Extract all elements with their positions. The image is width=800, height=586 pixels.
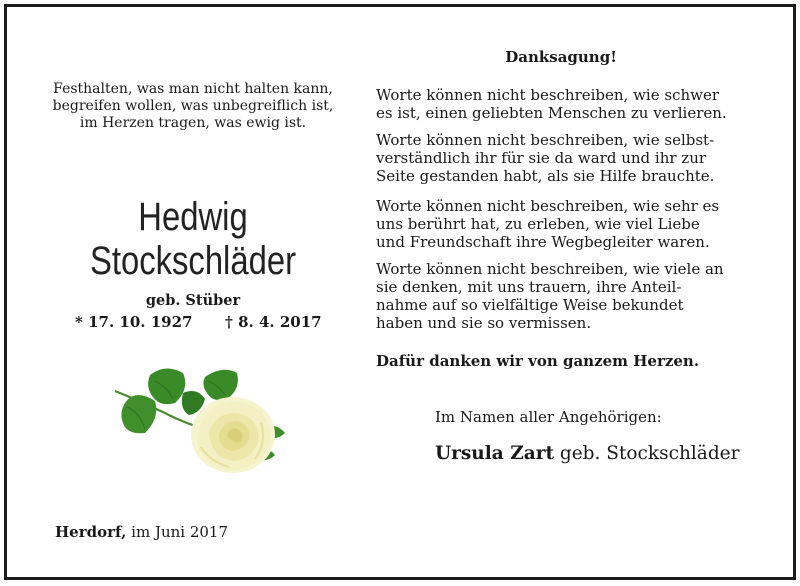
thanks-paragraph [376,131,746,185]
motto-line: begreifen wollen, was unbegreiflich ist, [52,98,334,114]
date: im Juni 2017 [131,523,229,541]
signer-name: Ursula Zart [435,443,554,464]
paragraph-line: Seite gestanden habt, als sie Hilfe brauchte. [376,167,715,185]
white-rose-icon [105,363,295,475]
birth-date: * 17. 10. 1927 [75,313,193,331]
first-name: Hedwig [138,195,248,239]
paragraph-line: haben und sie so vermissen. [376,314,592,332]
thanks-paragraph [376,260,746,332]
paragraph-line: es ist, einen geliebten Menschen zu verlieren. [376,104,727,122]
paragraph-line: nahme auf so vielfältige Weise bekundet [376,296,684,314]
deceased-name [47,195,339,283]
paragraph-line: und Freundschaft ihre Wegbegleiter waren. [376,233,710,251]
memorial-motto [15,81,371,132]
signer [435,443,739,464]
paragraph-line: uns berührt hat, zu erleben, wie viel Liebe [376,215,700,233]
paragraph-line: sie denken, mit uns trauern, ihre Anteil- [376,278,682,296]
motto-line: Festhalten, was man nicht halten kann, [53,81,333,97]
thanks-title: Danksagung! [505,48,617,66]
paragraph-line: Worte können nicht beschreiben, wie schwer [376,86,720,104]
death-date: † 8. 4. 2017 [225,313,322,331]
paragraph-line: Worte können nicht beschreiben, wie selbst- [376,131,715,149]
left-column [15,7,371,577]
motto-line: im Herzen tragen, was ewig ist. [79,115,307,131]
birth-name: geb. Stüber [145,292,241,309]
final-thanks: Dafür danken wir von ganzem Herzen. [376,352,700,370]
thanks-paragraph [376,197,746,251]
obituary-frame [4,4,796,580]
place-and-date [55,523,228,541]
last-name: Stockschläder [89,239,296,283]
paragraph-line: Worte können nicht beschreiben, wie viele an [376,260,724,278]
paragraph-line: verständlich ihr für sie da ward und ihr zur [376,149,707,167]
paragraph-line: Worte können nicht beschreiben, wie sehr es [376,197,720,215]
place: Herdorf, [55,523,127,541]
thanks-paragraph [376,86,746,122]
signer-birth-name: geb. Stockschläder [559,443,740,464]
right-column [371,7,757,577]
on-behalf-line: Im Namen aller Angehörigen: [435,408,662,426]
